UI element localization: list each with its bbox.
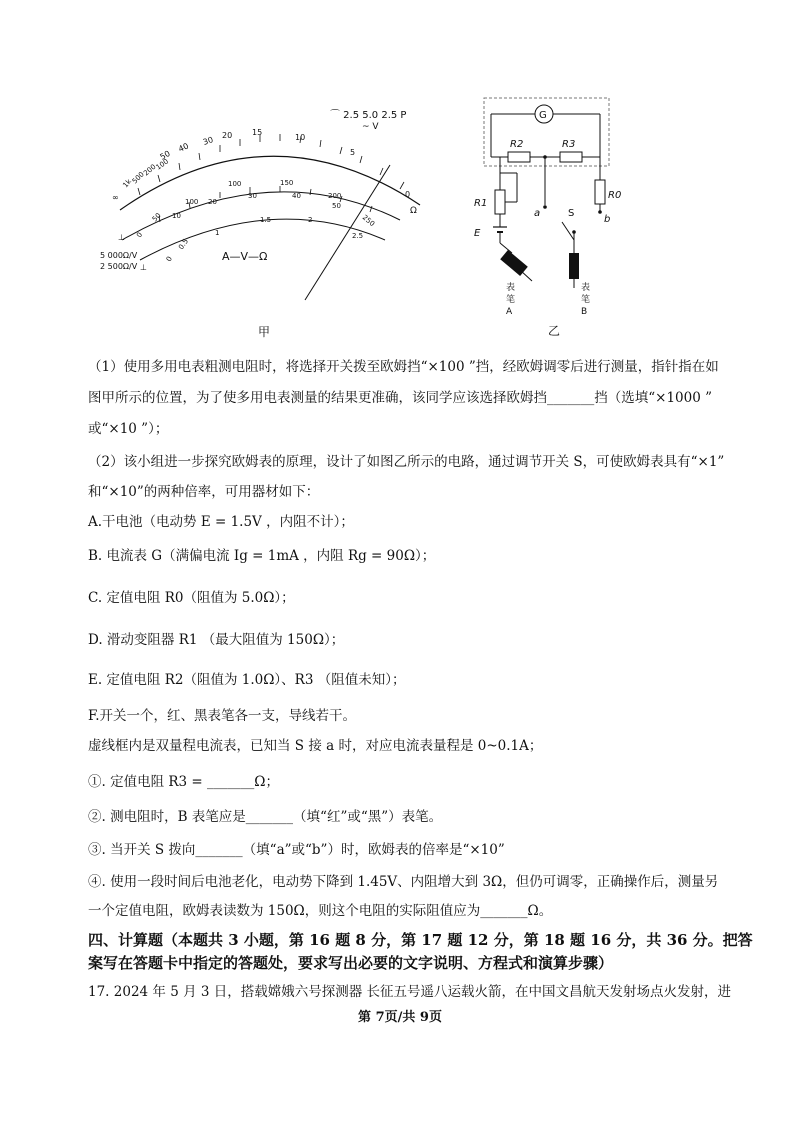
svg-text:20: 20 [208,198,217,206]
ohm-tick-label: 30 [201,135,215,147]
rheostat-r1 [495,190,505,214]
svg-text:S: S [568,208,575,219]
svg-text:50: 50 [150,211,163,224]
svg-text:30: 30 [248,192,257,200]
svg-text:R3: R3 [562,139,576,150]
sub-question-4: ④. 使用一段时间后电池老化，电动势下降到 1.45V、内阻增大到 3Ω，但仍可调零，正确操作后，测量另 [88,874,719,890]
svg-text:R0: R0 [608,190,622,201]
q2-line: 和“×10”的两种倍率，可用器材如下： [88,484,320,500]
q1-line: （1）使用多用电表粗测电阻时，将选择开关拨至欧姆挡“×100 ”挡，经欧姆调零后进行测量，指针指在如 [88,359,719,375]
page-footer: 第 7页/共 9页 [358,1010,442,1025]
switch-s [562,222,574,240]
svg-text:0.5: 0.5 [177,237,191,252]
ohm-tick-label: ∞ [112,193,119,202]
item-c: C. 定值电阻 R0（阻值为 5.0Ω）； [88,590,295,606]
svg-text:b: b [604,214,611,225]
item-e: E. 定值电阻 R2（阻值为 1.0Ω）、R3 （阻值未知）； [88,672,406,688]
ohm-tick-label: 15 [252,128,263,137]
svg-text:G: G [539,110,547,121]
svg-text:E: E [474,228,481,239]
q17-text: 17. 2024 年 5 月 3 日，搭载嫦娥六号探测器 长征五号遥八运载火箭，在中国文昌航天发射场点火发射，进 [88,984,732,1000]
svg-text:250: 250 [360,213,377,229]
svg-text:表: 表 [506,283,516,293]
svg-text:1: 1 [215,229,220,237]
sub-question-4: 一个定值电阻，欧姆表读数为 150Ω，则这个电阻的实际阻值应为_______Ω。 [88,903,553,919]
section-heading: 案写在答题卡中指定的答题处，要求写出必要的文字说明、方程式和演算步骤） [88,954,614,972]
svg-text:50: 50 [332,202,341,210]
ohm-tick-label: 100 [154,157,171,172]
svg-text:a: a [534,208,541,219]
q1-line: 图甲所示的位置，为了使多用电表测量的结果更准确，该同学应该选择欧姆挡_______挡（选填“×1000 ” [88,390,713,406]
svg-text:150: 150 [280,179,294,187]
sensitivity-label: 2 500Ω/V [100,262,138,271]
figure-multimeter-dial [100,100,440,350]
q2-line: （2）该小组进一步探究欧姆表的原理，设计了如图乙所示的电路，通过调节开关 S，可使欧姆表具有“×1” [88,454,725,470]
ohm-tick-label: 40 [177,141,191,154]
svg-text:R1: R1 [474,198,488,209]
ohm-tick-label: 20 [222,131,233,140]
item-f: F.开关一个，红、黑表笔各一支，导线若干。 [88,708,357,724]
svg-text:⊥: ⊥ [118,233,125,242]
svg-text:100: 100 [228,180,242,188]
svg-text:40: 40 [292,192,301,200]
svg-text:2: 2 [308,216,313,224]
figure-caption: 乙 [548,324,561,338]
ohm-tick-label: 50 [158,148,172,162]
sub-question-3: ③. 当开关 S 拨向_______（填“a”或“b”）时，欧姆表的倍率是“×10” [88,842,505,858]
sub-question-2: ②. 测电阻时，B 表笔应是_______（填“红”或“黑”）表笔。 [88,809,443,825]
figure-caption: 甲 [258,325,271,339]
item-b: B. 电流表 G（满偏电流 Ig = 1mA ，内阻 Rg = 90Ω）； [88,548,436,564]
figure-circuit [470,95,630,345]
item-a: A.干电池（电动势 E = 1.5V ，内阻不计）； [88,514,354,530]
item-d: D. 滑动变阻器 R1 （最大阻值为 150Ω）； [88,632,345,648]
top-marks-sub: ~ V [362,122,379,132]
description: 虚线框内是双量程电流表，已知当 S 接 a 时，对应电流表量程是 0~0.1A； [88,738,543,754]
svg-text:0: 0 [164,255,174,263]
resistor-r2 [508,152,530,162]
q1-line: 或“×10 ”）； [88,421,169,437]
dial-needle [305,165,390,300]
svg-text:A: A [506,307,513,317]
section-heading: 四、计算题（本题共 3 小题，第 16 题 8 分，第 17 题 12 分，第 18 题 16 分，共 36 分。把答 [88,931,753,949]
ohm-tick-label: 10 [295,133,306,142]
svg-text:笔: 笔 [581,295,591,305]
ohm-tick-label: 200 [142,162,158,178]
svg-text:10: 10 [172,212,181,220]
resistor-r3 [560,152,582,162]
top-marks: ⌒ 2.5 5.0 2.5 P [330,110,407,121]
sub-question-1: ①. 定值电阻 R3 = _______Ω； [88,774,279,790]
probe-a [500,250,528,276]
ohm-tick-label: 500 [130,170,146,186]
ohm-tick-label: 1k [121,177,134,190]
svg-text:2.5: 2.5 [352,232,364,240]
svg-text:⊥: ⊥ [140,263,147,272]
dial-label: A—V—Ω [222,250,268,263]
ohm-unit: Ω [410,206,417,216]
probe-b [569,253,579,279]
svg-text:R2: R2 [510,139,524,150]
svg-text:1.5: 1.5 [260,216,272,224]
svg-text:100: 100 [185,198,199,206]
resistor-r0 [595,180,605,204]
svg-text:表: 表 [581,283,591,293]
svg-text:200: 200 [328,192,342,200]
ohm-tick-label: 0 [405,190,411,199]
ohm-tick-label: 5 [350,148,356,157]
svg-text:0: 0 [135,230,145,240]
svg-text:笔: 笔 [506,295,516,305]
svg-text:B: B [581,307,588,317]
sensitivity-label: 5 000Ω/V [100,251,138,260]
